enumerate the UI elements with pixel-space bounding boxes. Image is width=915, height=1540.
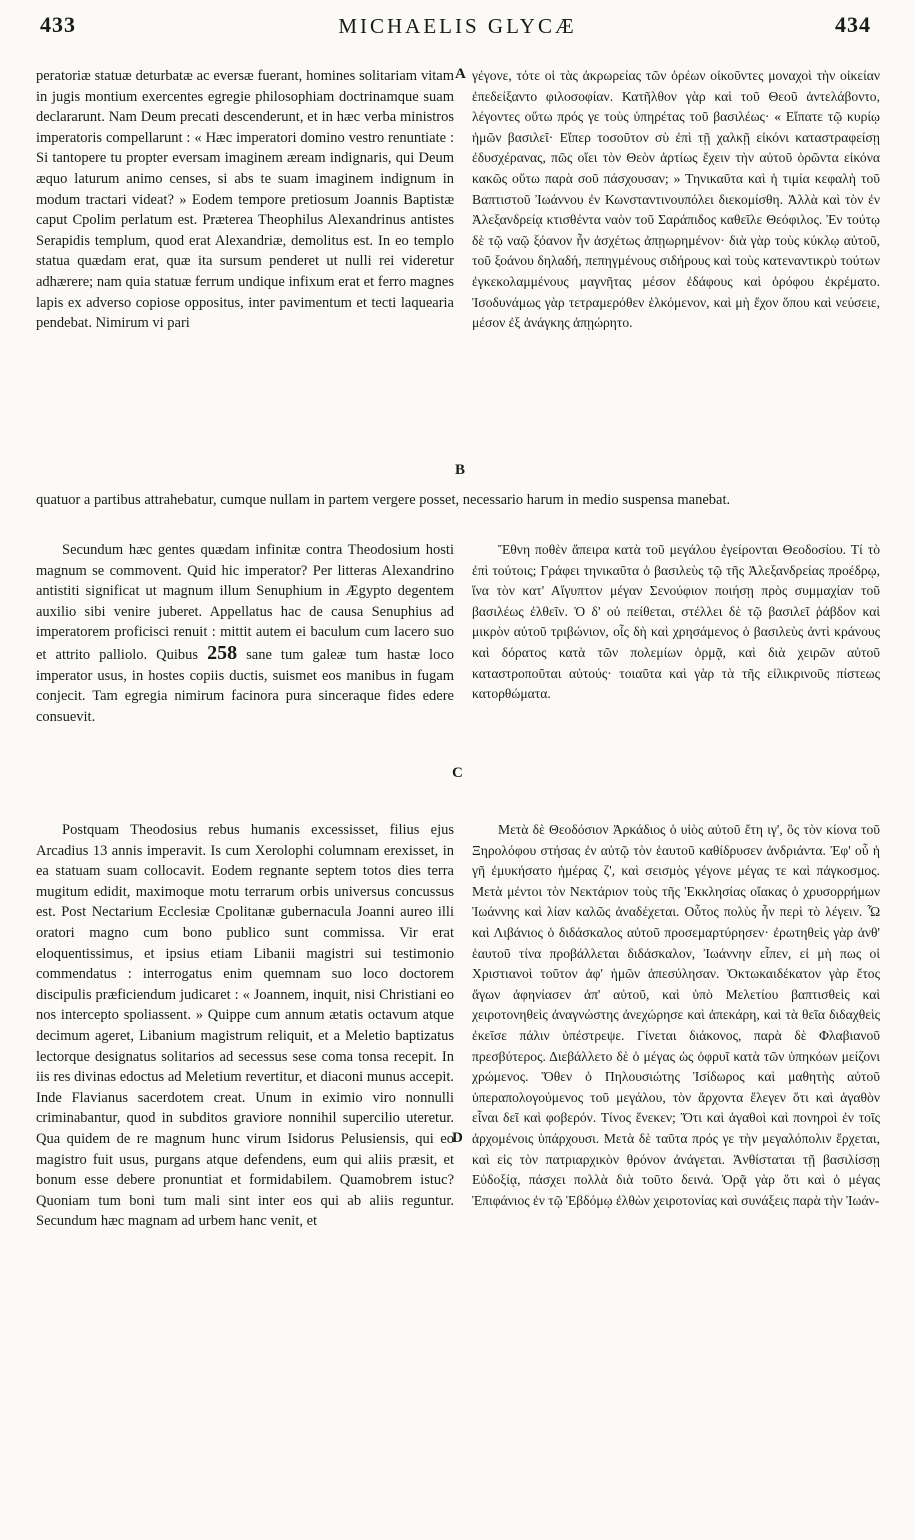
latin-paragraph-1: peratoriæ statuæ deturbatæ ac eversæ fuerant, homines solitariam vitam in jugis montium exercentes egregie philosophiam doctrinamque suam declararunt. Nam Deum precati descenderunt, et in hæc verba ministros imperatoris compellarunt : « Hæc imperatori domino vestro renuntiate : Si tantopere tu propter eversam imaginem æream indignaris, qui Deum æquo laturum animo censes, si abs te suam imaginem indignum in modum tractari videat? » Eodem tempore pretiosum Joannis Baptistæ caput Cpolim perlatum est. Præterea Theophilus Alexandrinus antistes Serapidis templum, quod erat Alexandriæ, demolitus est. In eo templo statua quædam erat, quæ ita sursum penderet ut nulli rei videretur adhærere; nam quia statuæ ferrum undique infixum erat et ferro magnes lapis ex adverso copiose oppositus, inter pavimentum et tecti laquearia pendebat. Nimirum vi pari bbox=[36, 68, 454, 332]
running-title: MICHAELIS GLYCÆ bbox=[338, 14, 577, 38]
greek-column-block-2 bbox=[472, 540, 880, 810]
latin-paragraph-2 bbox=[36, 540, 454, 727]
greek-column-block-1 bbox=[472, 66, 880, 478]
greek-column-block-3 bbox=[472, 820, 880, 1532]
greek-paragraph-2: Ἔθνη ποθὲν ἄπειρα κατὰ τοῦ μεγάλου ἐγείρονται Θεοδοσίου. Τί τὸ ἐπὶ τούτοις; Γράφει τηνικαῦτα ὁ βασιλεὺς τῷ τῆς Ἀλεξανδρείας προέδρῳ, ἵνα τὸν κατ' Αἴγυπτον μέγαν Σενούφιον ποιήσῃ πρὸς συμμαχίαν τοῦ βασιλέως ἐλθεῖν. Ὁ δ' οὐ πείθεται, στέλλει δὲ τῷ βασιλεῖ ῥάβδον καὶ μικρὸν αὐτοῦ τριβώνιον, οἷς δὴ καὶ χρησάμενος ὁ βασιλεὺς ἀντὶ κράνους καὶ δόρατος κατὰ τῶν πολεμίων ὁρμᾷ, καὶ διὰ χειρῶν αὐτοῦ καταστροποῦται αὐτούς· τοιαῦτα καὶ γὰρ τὰ τῆς εἰλικρινοῦς πίστεως κατορθώματα. bbox=[472, 542, 880, 702]
latin-paragraph-2-part-b: sane tum galeæ tum hastæ loco imperator usus, in hostes copiis ductis, suismet eos manibus in fugam conjecit. Tam egregia nimirum facinora pura sinceraque fides edere consuevit. bbox=[36, 646, 454, 725]
full-width-line bbox=[36, 490, 880, 532]
page-number-left: 433 bbox=[40, 12, 76, 37]
latin-column-block-3 bbox=[36, 820, 454, 1532]
section-marker-a: A bbox=[455, 66, 466, 82]
page-header bbox=[0, 6, 915, 40]
folio-number: 258 bbox=[207, 641, 238, 664]
greek-paragraph-3: Μετὰ δὲ Θεοδόσιον Ἀρκάδιος ὁ υἱὸς αὐτοῦ ἔτη ιγ', ὃς τὸν κίονα τοῦ Ξηρολόφου στήσας ἐν αὐτῷ τὸν ἑαυτοῦ καθίδρυσεν ἀνδριάντα. Ἐφ' οὗ ἡ γῆ ἐμυκήσατο ἡμέρας ζ', καὶ σεισμὸς γέγονε μέγας τε καὶ πάγκοσμος. Μετὰ μέντοι τὸν Νεκτάριον τοὺς τῆς Ἐκκλησίας οἴακας ὁ χρυσορρήμων Ἰωάννης καὶ λίαν καλῶς ἀναδέχεται. Οὗτος πολὺς ἦν περὶ τὸ λέγειν. Ὧ καὶ Λιβάνιος ὁ διδάσκαλος αὐτοῦ προσεμαρτύρησεν· ἐρωτηθεὶς γὰρ ἀνθ' ἑαυτοῦ τίνα προβάλλεται διδάσκαλον, Ἰωάννην εἶπεν, εἰ μὴ πως οἱ Χριστιανοὶ τοῦτον ἀφ' ἡμῶν ἀπεσύλησαν. Ὀκτωκαιδέκατον γὰρ ἔτος ἄγων ἀφηνίασεν ἀπ' αὐτοῦ, καὶ ὑπὸ Μελετίου βαπτισθεὶς καὶ χειροτονηθεὶς ἀναγνώστης ἀνεχώρησε καὶ ἀπεκάρη, καὶ τὰ θεῖα διδαχθεὶς ἐκεῖσε πάλιν ὑπέστρεψε. Γίνεται διάκονος, παρὰ δὲ Φλαβιανοῦ πρεσβύτερος. Διεβάλλετο δὲ ὁ μέγας ὡς ὀφρυῖ κατὰ τῶν ὑπηκόων μείζονι χρώμενος. Ὅθεν ὁ Πηλουσιώτης Ἰσίδωρος καὶ μαθητὴς αὐτοῦ ὑπεραπολογούμενος τοῦ μεγάλου, τὸν ἄρχοντα ἔλεγεν ὅτι καὶ ἀγαθὸν εἶναι δεῖ καὶ φοβερόν. Τίνος ἕνεκεν; Ὅτι καὶ ἀγαθοὶ καὶ πονηροὶ ἐν τοῖς ἀρχομένοις ὑπάρχουσι. Μετὰ δὲ ταῦτα πρός γε τὴν μεγαλόπολιν ἔρχεται, καὶ εἰς τὸν πατριαρχικὸν θρόνον ἀνάγεται. Ἀνθίσταται τῇ βασιλίσσῃ Εὐδοξίᾳ, πάσχει πολλὰ διὰ τοῦτο δεινά. Ὁρᾷ γὰρ ὅτι καὶ ὁ μέγας Ἐπιφάνιος ἐν τῷ Ἑβδόμῳ ἐλθὼν χειροτονίας καὶ συνάξεις παρὰ τὴν Ἰωάν- bbox=[472, 822, 880, 1208]
page-number-right: 434 bbox=[835, 12, 871, 37]
greek-paragraph-1: γέγονε, τότε οἱ τὰς ἀκρωρείας τῶν ὀρέων οἰκοῦντες μοναχοὶ τὴν οἰκείαν ἐπεδείξαντο φιλοσοφίαν. Κατῆλθον γὰρ καὶ τοῦ Θεοῦ ἀντελάβοντο, λέγοντες οὕτω πρός γε τοὺς ὑπηρέτας τοῦ βασιλέως· « Εἴπατε τῷ κυρίῳ ἡμῶν βασιλεῖ· Εἴπερ τοσοῦτον σὺ ἐπὶ τῇ χαλκῇ εἰκόνι καταστραφείσῃ ἐδυσχέρανας, πῶς οἴει τὸν Θεὸν ἀρτίως ἔχειν τὴν αὐτοῦ ὁρῶντα εἰκόνα κακῶς οὕτω παρὰ σοῦ πάσχουσαν; » Τηνικαῦτα καὶ ἡ τιμία κεφαλὴ τοῦ Βαπτιστοῦ Ἰωάννου ἐν Κωνσταντινουπόλει διεκομίσθη. Ἀλλὰ καὶ τὸν ἐν Ἀλεξανδρείᾳ κτισθέντα ναὸν τοῦ Σαράπιδος καθεῖλε Θεόφιλος. Ἐν τούτῳ δὲ τῷ ναῷ ξόανον ἦν ἀσχέτως ἀπῃωρημένον· διὰ γὰρ τοὺς κύκλῳ αὐτοῦ, τοῦ ξοάνου δηλαδή, πεπηγμένους σιδήρους καὶ τοὺς κατεναντικρὺ τούτων ἐγκεκολαμμένους μαγνῆτας μέσον ἐδάφους καὶ ὀρόφου ἐκρέματο. Ἰσοδυνάμως γὰρ τετραμερόθεν ἑλκόμενον, καὶ μὴ ἔχον ὅπου καὶ νεύσειε, μέσον ἐξ ἀνάγκης ἀπῃώρητο. bbox=[472, 68, 880, 331]
full-width-text: quatuor a partibus attrahebatur, cumque nullam in partem vergere posset, necessario harum in medio suspensa manebat. bbox=[36, 492, 731, 508]
section-marker-c: C bbox=[452, 765, 463, 781]
latin-column-block-1 bbox=[36, 66, 454, 478]
section-marker-b: B bbox=[455, 462, 466, 478]
latin-paragraph-2-part-a: Secundum hæc gentes quædam infinitæ contra Theodosium hosti magnum se commovent. Quid hic imperator? Per litteras Alexandrino antistiti significat ut magnum illum Senuphium in Ægypto degentem auxilio sibi venire juberet. Appellatus hac de causa Senuphius ad imperatorem proficisci renuit : mittit autem ei baculum cum lacero suo et attrito palliolo. Quibus bbox=[36, 542, 454, 663]
latin-column-block-2 bbox=[36, 540, 454, 810]
section-marker-d: D bbox=[452, 1130, 463, 1146]
latin-paragraph-3: Postquam Theodosius rebus humanis excessisset, filius ejus Arcadius 13 annis imperavit. Is cum Xerolophi columnam erexisset, in ea statuam suam collocavit. Eodem regnante septem totos dies terra mugitum edidit, maximoque motu terrarum orbis universus concussus est. Post Nectarium Ecclesiæ Cpolitanæ gubernacula Joanni aureo illi oratori magno cum bono publico sunt commissa. Vir erat eloquentissimus, et ipsius etiam Libanii magistri sui testimonio commendatus : interrogatus enim quemnam suo loco doctorem discipulis præficiendum judicaret : « Joannem, inquit, nisi Christiani eo nos intercepto spoliassent. » Quippe cum annum ætatis octavum atque decimum ageret, Libanium magistrum reliquit, et a Meletio baptizatus lectorque designatus solitarios ad secessus sese coma tonsa recepit. In iis res divinas edoctus ad Meletium revertitur, et diaconi munus accepit. Inde Flavianus sacerdotem creat. Unum in eximio viro nonnulli criminabantur, quod in subditos graviore nonnihil supercilio uteretur. Qua quidem de re magnum hunc virum Isidorus Pelusiensis, qui eo magistro fuit usus, purgans atque defendens, eum qui aliis præsit, et bonum esse debere pronuntiat et formidabilem. Quamobrem istuc? Quoniam tum boni tum mali sint inter eos qui ab aliis reguntur. Secundum hæc magnam ad urbem hanc venit, et bbox=[36, 822, 454, 1230]
